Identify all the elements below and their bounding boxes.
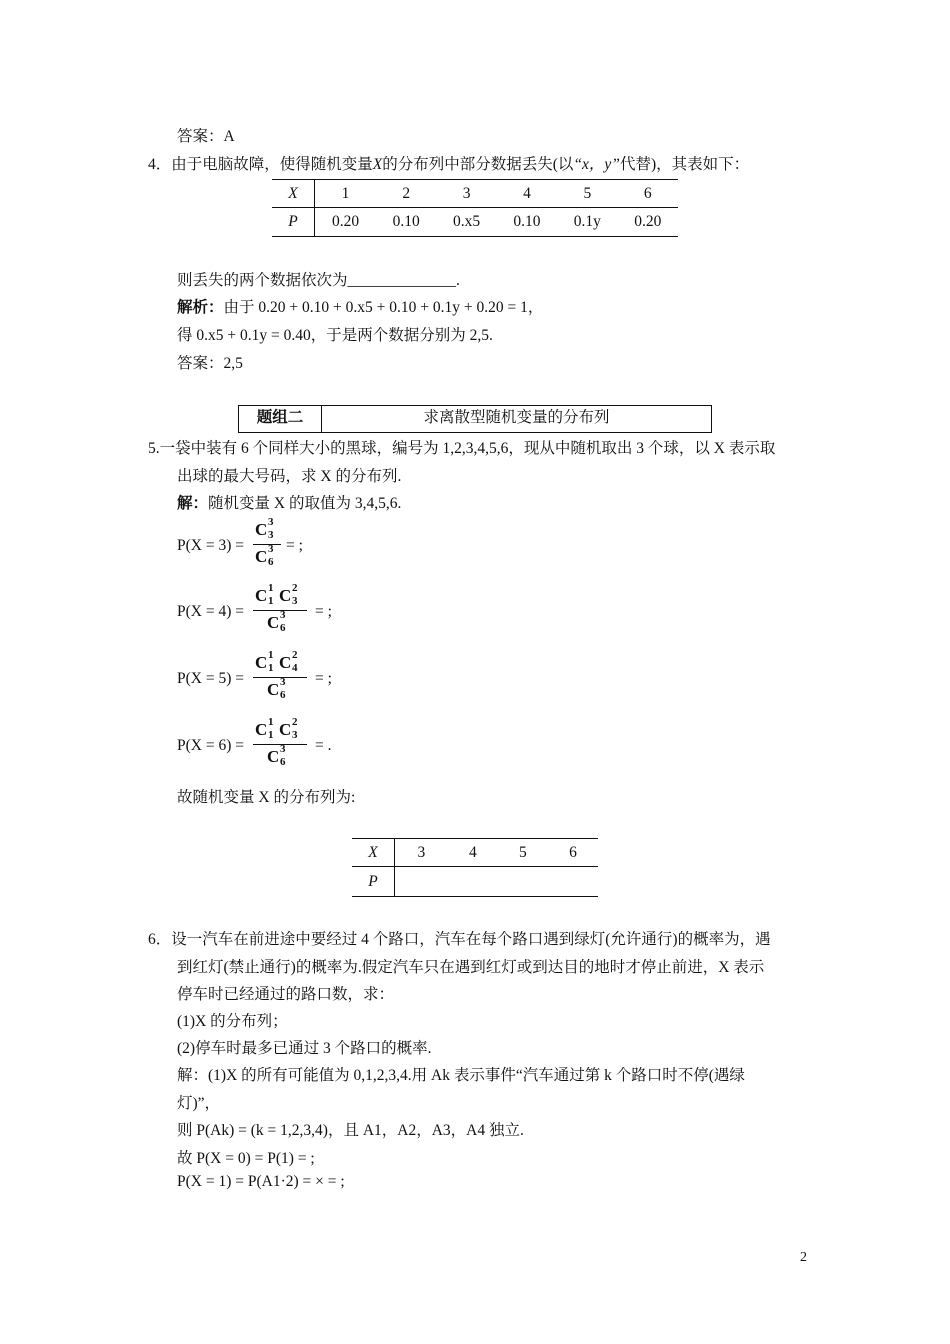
comb-sub: 1 xyxy=(268,662,274,674)
q6-solution-5: P(X = 1) = P(A1·2) = × = ; xyxy=(177,1173,345,1190)
q5-eq2-fraction xyxy=(253,582,313,638)
q5-table-row-p xyxy=(352,867,598,897)
q4-cell: 2 xyxy=(402,184,411,202)
q5-line-1: 5.一袋中装有 6 个同样大小的黑球，编号为 1,2,3,4,5,6，现从中随机取出 3 个球，以 X 表示取 xyxy=(148,440,776,457)
q4-question: 则丢失的两个数据依次为______________. xyxy=(177,272,460,289)
q6-line-2: 到红灯(禁止通行)的概率为.假定汽车只在遇到红灯或到达目的地时才停止前进，X 表示 xyxy=(177,959,765,976)
q5-eq1-fraction xyxy=(253,516,283,572)
comb-sup: 1 xyxy=(268,716,274,728)
comb-sub: 3 xyxy=(268,529,274,541)
comb-symbol: C xyxy=(267,680,280,699)
q5-cell-empty xyxy=(395,867,599,897)
q5-cell: 4 xyxy=(468,843,477,861)
q5-eq4-left: P(X = 6) = xyxy=(177,737,244,754)
comb-sup: 3 xyxy=(268,543,274,555)
q4-cell: 0.10 xyxy=(392,213,420,230)
q4-cell: 0.x5 xyxy=(453,213,481,230)
q6-part-2: (2)停车时最多已通过 3 个路口的概率. xyxy=(177,1040,432,1057)
q6-solution-1: 解：(1)X 的所有可能值为 0,1,2,3,4.用 Ak 表示事件“汽车通过第 k 个路口时不停(遇绿 xyxy=(177,1067,745,1084)
comb-sup: 3 xyxy=(280,676,286,688)
q4-cell: 1 xyxy=(341,184,350,202)
q5-eq3-left: P(X = 5) = xyxy=(177,670,244,687)
q4-stem xyxy=(148,152,749,174)
comb-symbol: C xyxy=(255,586,268,605)
comb-symbol: C xyxy=(279,653,292,672)
q4-cell: 0.20 xyxy=(634,213,662,230)
q5-row-label-x: X xyxy=(352,839,395,867)
q5-table-row-x xyxy=(352,839,598,867)
q4-analysis-label: 解析： xyxy=(177,299,224,316)
q4-cell: 0.10 xyxy=(513,213,541,230)
comb-symbol: C xyxy=(279,720,292,739)
q5-row-label-p: P xyxy=(352,867,395,897)
q4-cell: 0.20 xyxy=(331,213,360,230)
comb-sup: 2 xyxy=(292,716,298,728)
q5-cell: 3 xyxy=(417,843,426,861)
page-number: 2 xyxy=(800,1250,807,1265)
comb-symbol: C xyxy=(255,520,268,539)
q6-solution-4: 故 P(X = 0) = P(1) = ; xyxy=(177,1150,315,1167)
comb-symbol: C xyxy=(267,613,280,632)
q5-eq1-right: = ; xyxy=(286,537,303,554)
q5-solution xyxy=(177,491,401,513)
q4-distribution-table xyxy=(272,179,678,237)
comb-sub: 6 xyxy=(280,689,286,701)
q4-var-x: X xyxy=(372,156,383,173)
q5-solution-text: 随机变量 X 的取值为 3,4,5,6. xyxy=(208,495,402,512)
q6-part-1: (1)X 的分布列； xyxy=(177,1013,288,1030)
comb-symbol: C xyxy=(279,586,292,605)
comb-symbol: C xyxy=(255,653,268,672)
q4-row-label-x: X xyxy=(272,180,315,208)
q4-cell: 5 xyxy=(583,184,592,202)
q5-eq3-right: = ; xyxy=(315,670,332,687)
q4-table-row-p xyxy=(272,208,678,237)
q5-eq3-fraction xyxy=(253,649,313,705)
comb-sub: 1 xyxy=(268,595,274,607)
q4-cell: 4 xyxy=(523,184,531,202)
q6-line-3: 停车时已经通过的路口数，求： xyxy=(177,986,395,1003)
q4-text-b: 的分布列中部分数据丢失(以 xyxy=(382,156,574,173)
comb-sub: 4 xyxy=(292,662,298,674)
q4-analysis-1 xyxy=(177,295,543,317)
comb-sup: 2 xyxy=(292,649,298,661)
comb-sup: 1 xyxy=(268,582,274,594)
q4-table-row-x xyxy=(272,180,678,208)
comb-sub: 6 xyxy=(280,622,286,634)
group-banner-title: 求离散型随机变量的分布列 xyxy=(423,409,610,426)
comb-sup: 3 xyxy=(268,516,274,528)
q5-eq4-fraction xyxy=(253,716,313,772)
q6-solution-2: 灯)”， xyxy=(177,1095,221,1112)
q6-line-1: 6．设一汽车在前进途中要经过 4 个路口，汽车在每个路口遇到绿灯(允许通行)的概率为，遇 xyxy=(148,931,771,948)
comb-sub: 3 xyxy=(292,729,298,741)
comb-sub: 1 xyxy=(268,729,274,741)
q6-solution-3: 则 P(Ak) = (k = 1,2,3,4)，且 A1，A2，A3，A4 独立. xyxy=(177,1122,524,1139)
comb-sup: 2 xyxy=(292,582,298,594)
comb-sub: 3 xyxy=(292,595,298,607)
q4-cell: 6 xyxy=(643,184,652,202)
comb-sup: 3 xyxy=(280,743,286,755)
comb-sup: 1 xyxy=(268,649,274,661)
q4-cell: 0.1y xyxy=(573,213,601,230)
q5-eq2-left: P(X = 4) = xyxy=(177,603,244,620)
comb-symbol: C xyxy=(255,720,268,739)
q4-text-c: 代替)，其表如下： xyxy=(619,156,750,173)
comb-sup: 3 xyxy=(280,609,286,621)
q5-solution-label: 解： xyxy=(177,495,209,512)
q4-row-label-p: P xyxy=(272,208,315,237)
comb-symbol: C xyxy=(255,547,268,566)
q5-eq1-left: P(X = 3) = xyxy=(177,537,244,554)
comb-sub: 6 xyxy=(268,556,274,568)
q4-quote-xy: “x，y” xyxy=(573,156,620,173)
group-banner xyxy=(238,405,712,433)
q5-eq2-right: = ; xyxy=(315,603,332,620)
q4-text-a: 由于电脑故障，使得随机变量 xyxy=(171,156,373,173)
q4-number: 4． xyxy=(148,156,172,173)
comb-symbol: C xyxy=(267,747,280,766)
q5-cell: 6 xyxy=(569,843,577,861)
q4-analysis-text-1: 由于 0.20 + 0.10 + 0.x5 + 0.10 + 0.1y + 0.20 = 1， xyxy=(223,299,544,316)
group-banner-label: 题组二 xyxy=(239,406,322,432)
q4-analysis-2: 得 0.x5 + 0.1y = 0.40，于是两个数据分别为 2,5. xyxy=(177,327,493,344)
q5-conclusion: 故随机变量 X 的分布列为: xyxy=(177,789,356,806)
q5-eq4-right: = . xyxy=(315,737,332,754)
q5-line-2: 出球的最大号码，求 X 的分布列. xyxy=(177,468,402,485)
q5-distribution-table xyxy=(352,838,598,897)
q4-answer: 答案：2,5 xyxy=(177,355,243,372)
q4-cell: 3 xyxy=(462,184,471,202)
q5-cell: 5 xyxy=(519,843,527,861)
comb-sub: 6 xyxy=(280,756,286,768)
top-answer: 答案：A xyxy=(177,128,235,145)
